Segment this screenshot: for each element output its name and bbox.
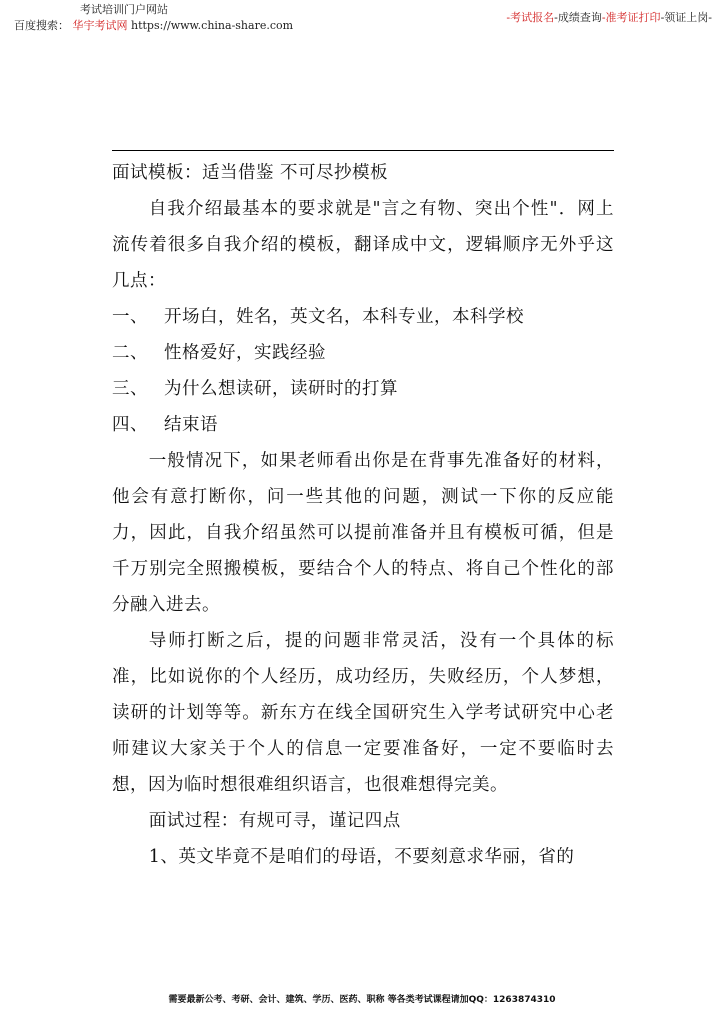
- list-item-text: 开场白，姓名，英文名，本科专业，本科学校: [164, 307, 524, 327]
- list-item-text: 为什么想读研，读研时的打算: [164, 379, 398, 399]
- list-item-text: 性格爱好，实践经验: [164, 343, 326, 363]
- page-header-left: [14, 2, 293, 34]
- exam-registration-link[interactable]: -考试报名: [506, 11, 555, 24]
- list-item: [112, 335, 614, 371]
- score-query-link[interactable]: -成绩查询: [554, 11, 602, 24]
- list-item-text: 结束语: [164, 415, 218, 435]
- header-divider: [112, 150, 614, 151]
- paragraph-questions: 导师打断之后，提的问题非常灵活，没有一个具体的标准，比如说你的个人经历，成功经历，失败经历，个人梦想，读研的计划等等。新东方在线全国研究生入学考试研究中心老师建议大家关于个人的信息一定要准备好，一定不要临时去想，因为临时想很难组织语言，也很难想得完美。: [112, 631, 614, 795]
- page-footer: 需要最新公考、考研、会计、建筑、学历、医药、职称 等各类考试课程请加QQ：1263874310: [168, 995, 556, 1005]
- certificate-link[interactable]: -领证上岗-: [660, 11, 712, 24]
- list-item: [112, 299, 614, 335]
- paragraph-point-one: 1、英文毕竟不是咱们的母语，不要刻意求华丽，省的: [148, 847, 575, 867]
- list-item-number: 四、: [112, 415, 148, 435]
- list-item-number: 三、: [112, 379, 148, 399]
- admission-ticket-link[interactable]: -准考证打印: [601, 11, 661, 24]
- site-name-link[interactable]: 华宇考试网: [72, 19, 128, 32]
- site-tagline: 考试培训门户网站: [80, 3, 168, 16]
- list-item: [112, 371, 614, 407]
- page-header-links: [506, 10, 712, 26]
- search-hint: [14, 18, 293, 34]
- paragraph-interruption: 一般情况下，如果老师看出你是在背事先准备好的材料，他会有意打断你，问一些其他的问题，测试一下你的反应能力，因此，自我介绍虽然可以提前准备并且有模板可循，但是千万别完全照搬模板，要结合个人的特点、将自己个性化的部分融入进去。: [112, 451, 614, 615]
- list-item-number: 一、: [112, 307, 148, 327]
- paragraph-intro: 自我介绍最基本的要求就是"言之有物、突出个性"．网上流传着很多自我介绍的模板，翻译成中文，逻辑顺序无外乎这几点：: [112, 199, 614, 291]
- search-label: 百度搜索：: [14, 19, 69, 32]
- list-item: [112, 407, 614, 443]
- document-body: [112, 155, 614, 875]
- list-item-number: 二、: [112, 343, 148, 363]
- section-heading-template: 面试模板：适当借鉴 不可尽抄模板: [112, 163, 389, 183]
- site-url-link[interactable]: https://www.china-share.com: [131, 19, 294, 32]
- section-heading-process: 面试过程：有规可寻，谨记四点: [148, 811, 401, 831]
